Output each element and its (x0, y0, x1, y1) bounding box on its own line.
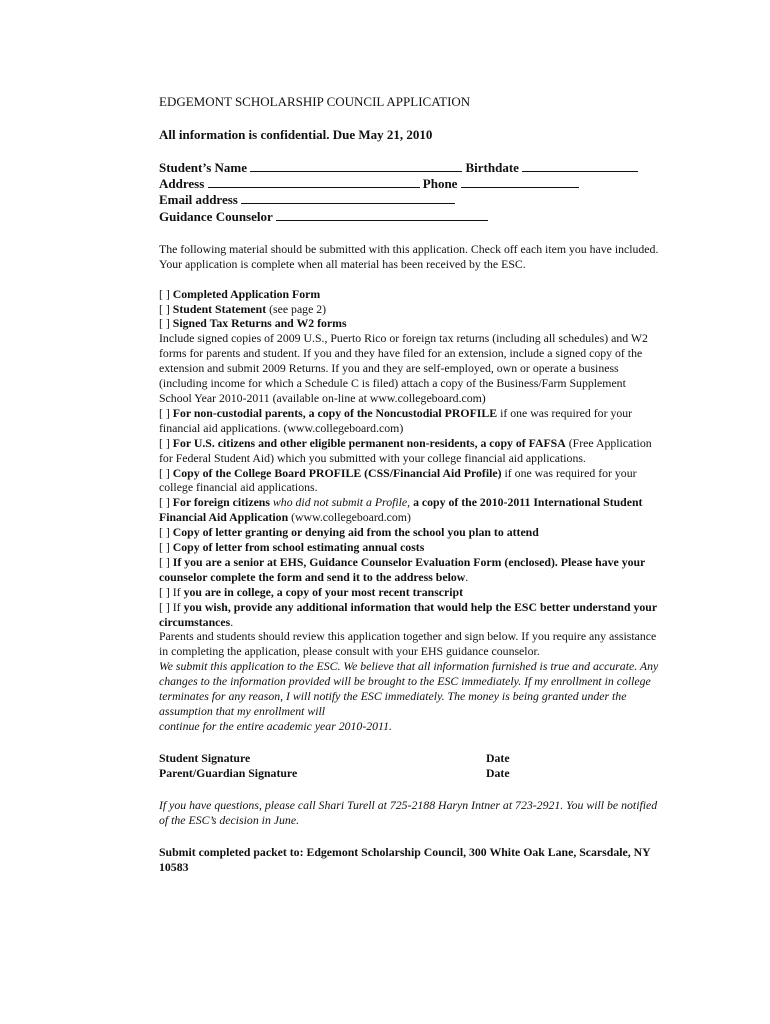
checklist-item-student-statement[interactable] (159, 302, 659, 317)
email-line (159, 192, 659, 208)
item-label: you wish, provide any additional information that would help the ESC better understand your circumstances (159, 599, 657, 629)
birthdate-field[interactable] (522, 160, 638, 172)
item-label: you are in college, a copy of your most recent transcript (183, 584, 464, 599)
signature-block (159, 751, 659, 781)
address-field[interactable] (208, 176, 420, 188)
student-name-field[interactable] (250, 160, 462, 172)
student-name-label: Student’s Name (159, 160, 247, 175)
item-note: if one was required for your college financial aid applications. (159, 465, 637, 495)
birthdate-label: Birthdate (465, 160, 519, 175)
checkbox[interactable]: [ ] (159, 525, 170, 540)
parent-date-label: Date (486, 765, 510, 780)
checkbox[interactable]: [ ] (159, 465, 170, 480)
item-note: (Free Application for Federal Student Aid) which you submitted with your college financial aid applications. (159, 435, 652, 465)
checkbox[interactable]: [ ] (159, 435, 170, 450)
item-label: Copy of letter from school estimating annual costs (172, 540, 425, 555)
page-title: EDGEMONT SCHOLARSHIP COUNCIL APPLICATION (159, 94, 471, 109)
checkbox[interactable]: [ ] (159, 316, 170, 331)
document-body (159, 94, 659, 874)
counselor-field[interactable] (276, 209, 488, 221)
item-label: For non-custodial parents, a copy of the Noncustodial PROFILE (172, 405, 498, 420)
email-field[interactable] (241, 192, 455, 204)
parent-signature-row[interactable] (159, 766, 659, 781)
review-paragraph: Parents and students should review this application together and sign below. If you require any assistance in completing the application, please consult with your EHS guidance counselor. (159, 629, 657, 659)
checklist (159, 287, 659, 734)
item-label: For U.S. citizens and other eligible permanent non-residents, a copy of FAFSA (172, 435, 566, 450)
checklist-item-ehs-senior[interactable] (159, 555, 659, 585)
phone-label: Phone (422, 176, 458, 192)
checklist-item-tax-returns[interactable] (159, 316, 659, 331)
attestation-statement: We submit this application to the ESC. We believe that all information furnished is true and accurate. Any changes to the information provided will be brought to the ESC immediately. If my enrollment in college terminates for any reason, I will notify the ESC immediately. The money is being granted under the assumption that my enrollment will (159, 659, 659, 718)
checkbox[interactable]: [ ] (159, 301, 170, 316)
item-label: Student Statement (172, 301, 267, 316)
item-note: (see page 2) (269, 301, 327, 316)
item-note: if one was required for your financial aid applications. (www.collegeboard.com) (159, 405, 633, 435)
questions-contact-note: If you have questions, please call Shari Turell at 725-2188 Haryn Intner at 723-2921. You will be notified of the ESC’s decision in June. (159, 797, 658, 827)
item-punctuation: . (465, 569, 469, 584)
tax-returns-detail: Include signed copies of 2009 U.S., Puerto Rico or foreign tax returns (including all schedules) and W2 forms for parents and student. If you and they have filed for an extension, include a signed copy of the extension and submit 2009 Returns. If you and they are self-employed, own or operate a business (including income for which a Schedule C is filed) attach a copy of the Business/Farm Supplement School Year 2010-2011 (available on-line at www.collegeboard.com) (159, 331, 648, 405)
student-date-label: Date (486, 750, 510, 765)
item-punctuation: . (230, 614, 234, 629)
item-label: Completed Application Form (172, 286, 321, 301)
checklist-item-css-profile[interactable] (159, 466, 659, 496)
checkbox[interactable]: [ ] (159, 554, 170, 569)
counselor-label: Guidance Counselor (159, 208, 273, 224)
item-label-continued: a copy of the 2010-2011 International Student Financial Aid Application (159, 495, 643, 525)
confidential-notice: All information is confidential. Due May 21, 2010 (159, 127, 433, 142)
checklist-item-application-form[interactable] (159, 287, 659, 302)
item-label: For foreign citizens (172, 495, 270, 510)
parent-signature-label: Parent/Guardian Signature (159, 765, 298, 780)
phone-field[interactable] (461, 176, 579, 188)
checklist-item-fafsa[interactable] (159, 436, 659, 466)
student-signature-label: Student Signature (159, 750, 251, 765)
intro-paragraph: The following material should be submitted with this application. Check off each item you have included. Your application is complete when all material has been received by the ESC. (159, 241, 659, 271)
item-note: (www.collegeboard.com) (291, 510, 411, 525)
address-label: Address (159, 176, 205, 192)
checklist-item-college-transcript[interactable] (159, 585, 659, 600)
student-info-fields (159, 160, 659, 225)
checkbox[interactable]: [ ] (159, 495, 170, 510)
checkbox[interactable]: [ ] (159, 286, 170, 301)
checklist-item-noncustodial[interactable] (159, 406, 659, 436)
email-label: Email address (159, 192, 238, 208)
checkbox[interactable]: [ ] (159, 405, 170, 420)
item-label: Signed Tax Returns and W2 forms (172, 316, 347, 331)
submit-address: Submit completed packet to: Edgemont Scholarship Council, 300 White Oak Lane, Scarsdale, NY 10583 (159, 844, 651, 874)
counselor-line (159, 209, 659, 225)
checklist-item-foreign-citizens[interactable] (159, 495, 659, 525)
checkbox[interactable]: [ ] If (159, 584, 181, 599)
item-qualifier: who did not submit a Profile, (272, 495, 411, 510)
checklist-item-letter-costs[interactable] (159, 540, 659, 555)
checklist-item-letter-aid[interactable] (159, 525, 659, 540)
item-label: If you are a senior at EHS, Guidance Counselor Evaluation Form (enclosed). Please have your counselor complete the form and send it to the address below (159, 554, 646, 584)
student-signature-row[interactable] (159, 751, 659, 766)
checkbox[interactable]: [ ] If (159, 599, 181, 614)
checkbox[interactable]: [ ] (159, 540, 170, 555)
name-birthdate-line (159, 160, 659, 176)
attestation-statement-end: continue for the entire academic year 2010-2011. (159, 718, 392, 733)
checklist-item-additional-info[interactable] (159, 600, 659, 630)
item-label: Copy of the College Board PROFILE (CSS/Financial Aid Profile) (172, 465, 502, 480)
item-label: Copy of letter granting or denying aid from the school you plan to attend (172, 525, 539, 540)
address-phone-line (159, 176, 659, 192)
